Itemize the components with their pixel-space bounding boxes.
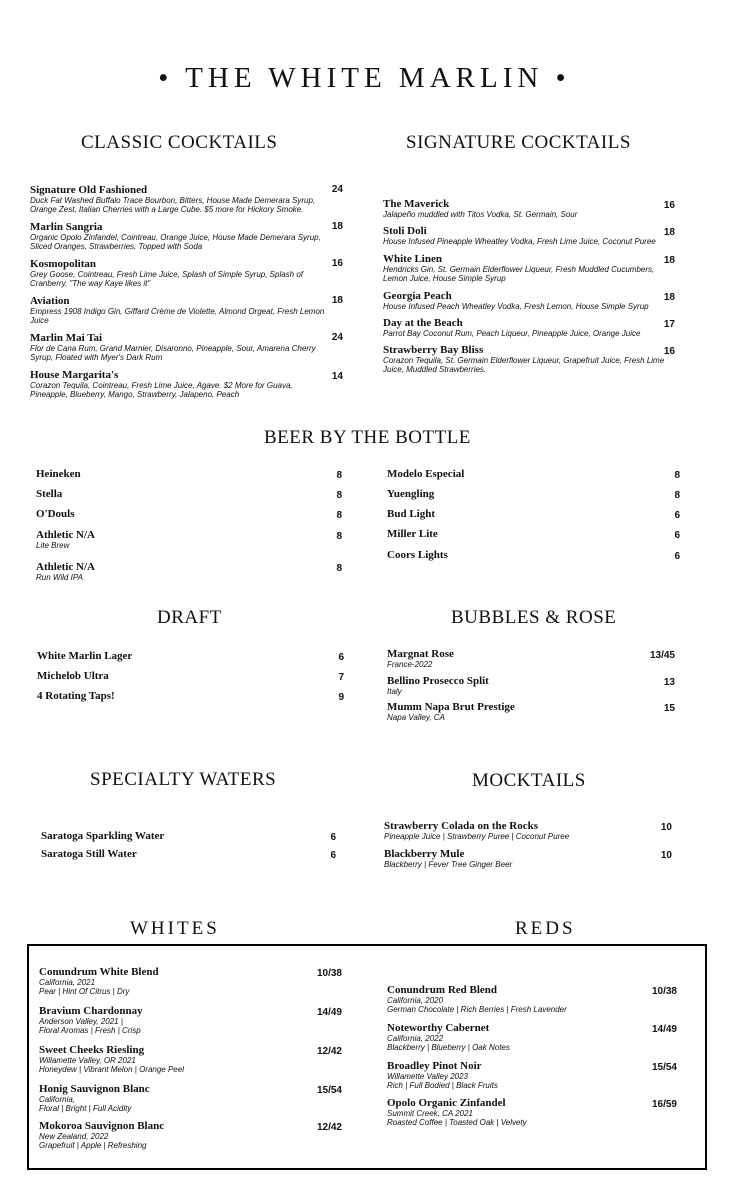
item-name: Stoli Doli [383, 225, 427, 237]
item-description: Parrot Bay Coconut Rum, Peach Liqueur, Pineapple Juice, Orange Juice [383, 329, 641, 338]
item-name: Signature Old Fashioned [30, 184, 148, 196]
item-price: 16 [331, 258, 343, 269]
item-price: 12/42 [316, 1122, 342, 1133]
menu-title: • THE WHITE MARLIN • [158, 62, 571, 94]
item-name: Sweet Cheeks Riesling [39, 1044, 145, 1056]
item-description: Lite Brew [36, 541, 70, 550]
item-name: Aviation [30, 295, 70, 307]
item-name: Bud Light [387, 508, 435, 520]
wine-item [39, 1044, 342, 1074]
item-name: Yuengling [387, 488, 435, 500]
item-description: Jalapeño muddled with Titos Vodka, St. Germain, Sour [383, 210, 578, 219]
menu-item [383, 290, 675, 311]
wine-region: California, 2021 [39, 978, 96, 987]
beer-heading: BEER BY THE BOTTLE [264, 427, 471, 448]
item-price: 13 [663, 677, 675, 688]
menu-item [36, 488, 342, 500]
menu-item [30, 369, 343, 399]
item-name: Mumm Napa Brut Prestige [387, 701, 515, 713]
item-price: 12/42 [316, 1046, 342, 1057]
menu-item [387, 488, 680, 500]
wine-notes: Rich | Full Bodied | Black Fruits [387, 1081, 498, 1090]
item-price: 16 [663, 346, 675, 357]
item-name: Strawberry Bay Bliss [383, 344, 484, 356]
item-price: 10/38 [651, 986, 677, 997]
reds-heading: REDS [515, 918, 576, 939]
item-description: Run Wild IPA [36, 573, 83, 582]
item-description: Napa Valley, CA [387, 713, 445, 722]
item-name: Coors Lights [387, 549, 448, 561]
item-price: 14 [331, 371, 343, 382]
item-name: Athletic N/A [36, 529, 95, 541]
item-price: 16/59 [651, 1099, 677, 1110]
wine-region: California, 2022 [387, 1034, 444, 1043]
item-price: 18 [331, 221, 343, 232]
item-price: 9 [338, 692, 344, 703]
item-price: 8 [336, 490, 342, 501]
item-name: Opolo Organic Zinfandel [387, 1097, 506, 1109]
item-name: Bellino Prosecco Split [387, 675, 489, 687]
item-price: 8 [336, 563, 342, 574]
menu-item [383, 225, 675, 246]
item-name: Mokoroa Sauvignon Blanc [39, 1120, 165, 1132]
wine-item [387, 1060, 677, 1090]
item-description: Pineapple Juice | Strawberry Puree | Coconut Puree [384, 832, 570, 841]
item-name: O'Douls [36, 508, 75, 520]
wine-region: California, [39, 1095, 76, 1104]
menu-item [36, 529, 342, 550]
mocktails-heading: MOCKTAILS [472, 770, 586, 791]
item-name: Saratoga Sparkling Water [41, 830, 165, 842]
item-description: Flor de Cana Rum, Grand Marnier, Disaronno, Pineapple, Sour, Amarena Cherry Syrup, Floated with Myer's Dark Rum [30, 344, 316, 362]
wine-notes: Roasted Coffee | Toasted Oak | Velvety [387, 1118, 527, 1127]
item-price: 24 [331, 184, 343, 195]
item-price: 15/54 [651, 1062, 677, 1073]
item-name: Broadley Pinot Noir [387, 1060, 482, 1072]
item-name: Margnat Rose [387, 648, 454, 660]
item-description: Blackberry | Fever Tree Ginger Beer [384, 860, 513, 869]
wine-list-box [27, 944, 707, 1170]
item-price: 6 [330, 832, 336, 843]
signature-cocktails-heading: SIGNATURE COCKTAILS [406, 132, 631, 153]
menu-item [30, 184, 343, 214]
item-price: 18 [331, 295, 343, 306]
item-price: 13/45 [649, 650, 675, 661]
item-price: 14/49 [316, 1007, 342, 1018]
wine-item [39, 966, 342, 996]
item-price: 17 [663, 319, 675, 330]
item-price: 18 [663, 255, 675, 266]
menu-item [30, 295, 343, 325]
item-price: 6 [674, 530, 680, 541]
item-name: Stella [36, 488, 63, 500]
item-price: 8 [336, 510, 342, 521]
menu-item [387, 468, 680, 480]
item-name: Blackberry Mule [384, 848, 465, 860]
item-name: Georgia Peach [383, 290, 452, 302]
draft-heading: DRAFT [157, 607, 222, 628]
item-name: Day at the Beach [383, 317, 463, 329]
item-price: 6 [674, 551, 680, 562]
item-price: 16 [663, 200, 675, 211]
item-name: Conundrum White Blend [39, 966, 159, 978]
menu-item [36, 561, 342, 582]
menu-item [383, 253, 675, 283]
menu-item [30, 258, 343, 288]
item-description: House Infused Pineapple Wheatley Vodka, Fresh Lime Juice, Coconut Puree [383, 237, 656, 246]
wine-region: Summit Creek, CA 2021 [387, 1109, 473, 1118]
item-price: 10 [660, 822, 672, 833]
wine-notes: Grapefruit | Apple | Refreshing [39, 1141, 147, 1150]
wine-region: Anderson Valley, 2021 | [39, 1017, 123, 1026]
bubbles-rose-heading: BUBBLES & ROSE [451, 607, 617, 628]
item-price: 6 [330, 850, 336, 861]
menu-item [387, 508, 680, 520]
wine-item [387, 1022, 677, 1052]
item-price: 8 [674, 490, 680, 501]
item-name: The Maverick [383, 198, 450, 210]
item-name: Michelob Ultra [37, 670, 109, 682]
item-name: Kosmopolitan [30, 258, 97, 270]
item-name: 4 Rotating Taps! [37, 690, 115, 702]
item-price: 15/54 [316, 1085, 342, 1096]
item-name: White Marlin Lager [37, 650, 133, 662]
item-name: Modelo Especial [387, 468, 465, 480]
wine-region: California, 2020 [387, 996, 444, 1005]
item-price: 18 [663, 292, 675, 303]
wine-notes: Blackberry | Blueberry | Oak Notes [387, 1043, 510, 1052]
item-name: House Margarita's [30, 369, 119, 381]
item-description: Grey Goose, Cointreau, Fresh Lime Juice, Splash of Simple Syrup, Splash of Cranberry. "The way Kaye likes it" [30, 270, 304, 288]
wine-notes: Floral | Bright | Full Acidity [39, 1104, 132, 1113]
wine-notes: Honeydew | Vibrant Melon | Orange Peel [39, 1065, 184, 1074]
wine-notes: Pear | Hint Of Citrus | Dry [39, 987, 130, 996]
wine-notes: German Chocolate | Rich Berries | Fresh Lavender [387, 1005, 567, 1014]
menu-item [37, 650, 344, 662]
item-description: Organic Opolo Zinfandel, Cointreau, Orange Juice, House Made Demerara Syrup, Sliced Oranges, Strawberries, Topped with Soda [30, 233, 321, 251]
item-description: Duck Fat Washed Buffalo Trace Bourbon, Bitters, House Made Demerara Syrup, Orange Zest, Italian Cherries with a Large Cube. $5 more for Hickory Smoke. [30, 196, 316, 214]
item-name: Athletic N/A [36, 561, 95, 573]
menu-item [387, 675, 675, 696]
menu-item [383, 317, 675, 338]
menu-item [387, 701, 675, 722]
item-price: 8 [336, 531, 342, 542]
menu-item [384, 820, 672, 841]
item-price: 10/38 [316, 968, 342, 979]
menu-item [384, 848, 672, 869]
item-name: Heineken [36, 468, 81, 480]
item-name: Saratoga Still Water [41, 848, 137, 860]
item-description: House Infused Peach Wheatley Vodka, Fresh Lemon, House Simple Syrup [383, 302, 649, 311]
wine-notes: Floral Aromas | Fresh | Crisp [39, 1026, 141, 1035]
item-price: 18 [663, 227, 675, 238]
item-name: Noteworthy Cabernet [387, 1022, 490, 1034]
item-name: Strawberry Colada on the Rocks [384, 820, 538, 832]
item-description: Italy [387, 687, 402, 696]
item-name: White Linen [383, 253, 442, 265]
menu-item [37, 690, 344, 702]
wine-item [39, 1120, 342, 1150]
item-name: Conundrum Red Blend [387, 984, 498, 996]
item-description: Hendricks Gin, St. Germain Elderflower Liqueur, Fresh Muddled Cucumbers, Lemon Juice, House Simple Syrup [383, 265, 655, 283]
item-description: Empress 1908 Indigo Gin, Giffard Crème de Violette, Almond Orgeat, Fresh Lemon Juice [30, 307, 325, 325]
wine-item [39, 1005, 342, 1035]
item-price: 10 [660, 850, 672, 861]
wine-region: Willamette Valley, OR 2021 [39, 1056, 136, 1065]
menu-item [383, 198, 675, 219]
wine-item [39, 1083, 342, 1113]
menu-item [387, 549, 680, 561]
item-name: Bravium Chardonnay [39, 1005, 143, 1017]
menu-item [36, 468, 342, 480]
whites-heading: WHITES [130, 918, 220, 939]
wine-region: New Zealand, 2022 [39, 1132, 109, 1141]
item-name: Marlin Sangria [30, 221, 103, 233]
wine-item [387, 1097, 677, 1127]
item-description: France-2022 [387, 660, 433, 669]
item-price: 6 [338, 652, 344, 663]
item-price: 15 [663, 703, 675, 714]
item-name: Marlin Mai Tai [30, 332, 103, 344]
menu-item [41, 848, 336, 860]
item-price: 6 [674, 510, 680, 521]
menu-item [41, 830, 336, 842]
menu-item [383, 344, 675, 374]
menu-item [37, 670, 344, 682]
wine-item [387, 984, 677, 1014]
menu-item [30, 332, 343, 362]
item-name: Honig Sauvignon Blanc [39, 1083, 150, 1095]
item-description: Corazon Tequila, Cointreau, Fresh Lime Juice, Agave. $2 More for Guava, Pineapple, Blueberry, Mango, Strawberry, Jalapeno, Peach [30, 381, 293, 399]
classic-cocktails-heading: CLASSIC COCKTAILS [81, 132, 278, 153]
item-description: Corazon Tequila, St. Germain Elderflower Liqueur, Grapefruit Juice, Fresh Lime Juice, Muddled Strawberries. [383, 356, 665, 374]
menu-item [387, 528, 680, 540]
item-name: Miller Lite [387, 528, 438, 540]
specialty-waters-heading: SPECIALTY WATERS [90, 769, 277, 790]
item-price: 14/49 [651, 1024, 677, 1035]
wine-region: Willamette Valley 2023 [387, 1072, 469, 1081]
item-price: 8 [336, 470, 342, 481]
menu-item [36, 508, 342, 520]
menu-item [387, 648, 675, 669]
item-price: 24 [331, 332, 343, 343]
item-price: 8 [674, 470, 680, 481]
menu-item [30, 221, 343, 251]
item-price: 7 [338, 672, 344, 683]
